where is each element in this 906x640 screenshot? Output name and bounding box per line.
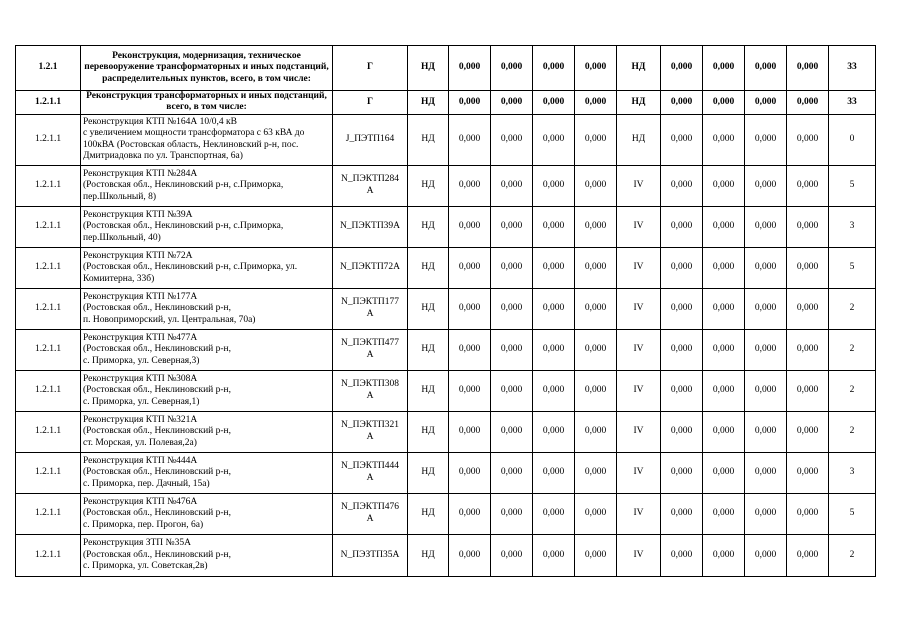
project-name-cell: Реконструкция КТП №444А (Ростовская обл., Неклиновский р-н, с. Приморка, пер. Дачный, 15а) (81, 452, 333, 493)
value-cell-6: 0,000 (491, 534, 533, 576)
value-cell-4: НД (408, 370, 449, 411)
value-cell-9: НД (617, 46, 661, 91)
project-name-cell: Реконструкция КТП №39А (Ростовская обл., Неклиновский р-н, с.Приморка, пер.Школьный, 40) (81, 206, 333, 247)
value-cell-11: 0,000 (703, 114, 745, 165)
value-cell-13: 0,000 (787, 288, 829, 329)
value-cell-4: НД (408, 534, 449, 576)
project-name-cell: Реконструкция, модернизация, техническое перевооружение трансформаторных и иных подстанций, распределительных пунктов, всего, в том числе: (81, 46, 333, 91)
value-cell-6: 0,000 (491, 370, 533, 411)
value-cell-5: 0,000 (449, 206, 491, 247)
project-code-cell: N_ПЭКТП308 А (333, 370, 408, 411)
value-cell-9: НД (617, 114, 661, 165)
value-cell-10: 0,000 (661, 329, 703, 370)
value-cell-4: НД (408, 206, 449, 247)
value-cell-12: 0,000 (745, 206, 787, 247)
value-cell-13: 0,000 (787, 114, 829, 165)
value-cell-8: 0,000 (575, 370, 617, 411)
value-cell-11: 0,000 (703, 534, 745, 576)
value-cell-12: 0,000 (745, 452, 787, 493)
project-code-cell: Г (333, 46, 408, 91)
value-cell-4: НД (408, 114, 449, 165)
project-name-cell: Реконструкция КТП №477А (Ростовская обл., Неклиновский р-н, с. Приморка, ул. Северная,3) (81, 329, 333, 370)
value-cell-6: 0,000 (491, 206, 533, 247)
project-code-cell: N_ПЭКТП477 А (333, 329, 408, 370)
project-code-cell: Г (333, 91, 408, 115)
project-code-cell: N_ПЭКТП177 А (333, 288, 408, 329)
value-cell-11: 0,000 (703, 493, 745, 534)
value-cell-14: 33 (829, 91, 876, 115)
value-cell-4: НД (408, 165, 449, 206)
table-row (16, 206, 876, 247)
value-cell-8: 0,000 (575, 288, 617, 329)
value-cell-10: 0,000 (661, 165, 703, 206)
value-cell-11: 0,000 (703, 411, 745, 452)
value-cell-14: 2 (829, 288, 876, 329)
value-cell-13: 0,000 (787, 493, 829, 534)
value-cell-9: IV (617, 206, 661, 247)
value-cell-10: 0,000 (661, 411, 703, 452)
project-code-cell: J_ПЭТП164 (333, 114, 408, 165)
project-name-cell: Реконструкция КТП №476А (Ростовская обл., Неклиновский р-н, с. Приморка, пер. Прогон, 6а) (81, 493, 333, 534)
value-cell-5: 0,000 (449, 493, 491, 534)
project-name-cell: Реконструкция трансформаторных и иных подстанций, всего, в том числе: (81, 91, 333, 115)
investment-program-table (15, 45, 876, 577)
project-code-cell: N_ПЭЗТП35А (333, 534, 408, 576)
value-cell-14: 2 (829, 411, 876, 452)
value-cell-5: 0,000 (449, 534, 491, 576)
value-cell-6: 0,000 (491, 452, 533, 493)
project-code-cell: N_ПЭКТП321 А (333, 411, 408, 452)
section-header-row (16, 91, 876, 115)
value-cell-10: 0,000 (661, 91, 703, 115)
value-cell-12: 0,000 (745, 411, 787, 452)
value-cell-7: 0,000 (533, 206, 575, 247)
value-cell-4: НД (408, 91, 449, 115)
value-cell-6: 0,000 (491, 46, 533, 91)
value-cell-12: 0,000 (745, 91, 787, 115)
value-cell-6: 0,000 (491, 411, 533, 452)
value-cell-10: 0,000 (661, 493, 703, 534)
value-cell-4: НД (408, 493, 449, 534)
project-name-cell: Реконструкция КТП №284А (Ростовская обл., Неклиновский р-н, с.Приморка, пер.Школьный, 8) (81, 165, 333, 206)
value-cell-9: IV (617, 288, 661, 329)
value-cell-8: 0,000 (575, 411, 617, 452)
row-number-cell: 1.2.1.1 (16, 288, 81, 329)
value-cell-14: 2 (829, 534, 876, 576)
value-cell-4: НД (408, 247, 449, 288)
project-name-cell: Реконструкция КТП №177А (Ростовская обл., Неклиновский р-н, п. Новоприморский, ул. Центральная, 70а) (81, 288, 333, 329)
value-cell-11: 0,000 (703, 91, 745, 115)
value-cell-11: 0,000 (703, 288, 745, 329)
value-cell-14: 2 (829, 329, 876, 370)
value-cell-11: 0,000 (703, 452, 745, 493)
value-cell-7: 0,000 (533, 493, 575, 534)
value-cell-8: 0,000 (575, 165, 617, 206)
table-row (16, 411, 876, 452)
value-cell-14: 3 (829, 206, 876, 247)
value-cell-14: 0 (829, 114, 876, 165)
value-cell-11: 0,000 (703, 206, 745, 247)
value-cell-9: IV (617, 534, 661, 576)
value-cell-9: НД (617, 91, 661, 115)
project-code-cell: N_ПЭКТП476 А (333, 493, 408, 534)
value-cell-7: 0,000 (533, 247, 575, 288)
value-cell-14: 2 (829, 370, 876, 411)
value-cell-9: IV (617, 493, 661, 534)
value-cell-6: 0,000 (491, 114, 533, 165)
value-cell-10: 0,000 (661, 114, 703, 165)
value-cell-5: 0,000 (449, 46, 491, 91)
value-cell-4: НД (408, 288, 449, 329)
value-cell-4: НД (408, 452, 449, 493)
table-row (16, 329, 876, 370)
value-cell-12: 0,000 (745, 288, 787, 329)
value-cell-13: 0,000 (787, 452, 829, 493)
value-cell-6: 0,000 (491, 247, 533, 288)
value-cell-4: НД (408, 46, 449, 91)
value-cell-7: 0,000 (533, 452, 575, 493)
value-cell-9: IV (617, 411, 661, 452)
row-number-cell: 1.2.1.1 (16, 452, 81, 493)
value-cell-12: 0,000 (745, 114, 787, 165)
value-cell-10: 0,000 (661, 247, 703, 288)
value-cell-13: 0,000 (787, 165, 829, 206)
value-cell-12: 0,000 (745, 370, 787, 411)
project-name-cell: Реконструкция КТП №321А (Ростовская обл., Неклиновский р-н, ст. Морская, ул. Полевая,2а) (81, 411, 333, 452)
value-cell-5: 0,000 (449, 247, 491, 288)
value-cell-5: 0,000 (449, 288, 491, 329)
value-cell-9: IV (617, 247, 661, 288)
value-cell-14: 3 (829, 452, 876, 493)
value-cell-6: 0,000 (491, 329, 533, 370)
value-cell-11: 0,000 (703, 370, 745, 411)
value-cell-4: НД (408, 329, 449, 370)
value-cell-13: 0,000 (787, 91, 829, 115)
value-cell-5: 0,000 (449, 411, 491, 452)
row-number-cell: 1.2.1.1 (16, 370, 81, 411)
table-row (16, 534, 876, 576)
row-number-cell: 1.2.1.1 (16, 165, 81, 206)
value-cell-8: 0,000 (575, 493, 617, 534)
value-cell-13: 0,000 (787, 329, 829, 370)
value-cell-14: 5 (829, 165, 876, 206)
value-cell-13: 0,000 (787, 370, 829, 411)
value-cell-7: 0,000 (533, 165, 575, 206)
row-number-cell: 1.2.1.1 (16, 329, 81, 370)
value-cell-12: 0,000 (745, 46, 787, 91)
value-cell-7: 0,000 (533, 370, 575, 411)
value-cell-9: IV (617, 329, 661, 370)
value-cell-4: НД (408, 411, 449, 452)
value-cell-6: 0,000 (491, 165, 533, 206)
value-cell-5: 0,000 (449, 114, 491, 165)
value-cell-5: 0,000 (449, 370, 491, 411)
value-cell-11: 0,000 (703, 329, 745, 370)
value-cell-8: 0,000 (575, 452, 617, 493)
value-cell-5: 0,000 (449, 452, 491, 493)
value-cell-11: 0,000 (703, 46, 745, 91)
value-cell-8: 0,000 (575, 114, 617, 165)
value-cell-8: 0,000 (575, 534, 617, 576)
value-cell-10: 0,000 (661, 288, 703, 329)
value-cell-12: 0,000 (745, 247, 787, 288)
value-cell-9: IV (617, 370, 661, 411)
value-cell-14: 33 (829, 46, 876, 91)
table-body (16, 46, 876, 577)
value-cell-9: IV (617, 452, 661, 493)
value-cell-12: 0,000 (745, 534, 787, 576)
value-cell-5: 0,000 (449, 91, 491, 115)
table-row (16, 247, 876, 288)
row-number-cell: 1.2.1.1 (16, 114, 81, 165)
value-cell-14: 5 (829, 493, 876, 534)
value-cell-13: 0,000 (787, 206, 829, 247)
value-cell-7: 0,000 (533, 534, 575, 576)
table-row (16, 452, 876, 493)
value-cell-7: 0,000 (533, 329, 575, 370)
value-cell-9: IV (617, 165, 661, 206)
value-cell-10: 0,000 (661, 46, 703, 91)
value-cell-12: 0,000 (745, 493, 787, 534)
value-cell-10: 0,000 (661, 206, 703, 247)
value-cell-7: 0,000 (533, 114, 575, 165)
value-cell-7: 0,000 (533, 46, 575, 91)
project-name-cell: Реконструкция ЗТП №35А (Ростовская обл., Неклиновский р-н, с. Приморка, ул. Советская,2в) (81, 534, 333, 576)
value-cell-8: 0,000 (575, 329, 617, 370)
project-code-cell: N_ПЭКТП284 А (333, 165, 408, 206)
row-number-cell: 1.2.1.1 (16, 493, 81, 534)
row-number-cell: 1.2.1.1 (16, 247, 81, 288)
value-cell-12: 0,000 (745, 329, 787, 370)
row-number-cell: 1.2.1 (16, 46, 81, 91)
value-cell-8: 0,000 (575, 206, 617, 247)
value-cell-10: 0,000 (661, 452, 703, 493)
value-cell-5: 0,000 (449, 165, 491, 206)
section-header-row (16, 46, 876, 91)
project-code-cell: N_ПЭКТП39А (333, 206, 408, 247)
value-cell-8: 0,000 (575, 46, 617, 91)
row-number-cell: 1.2.1.1 (16, 411, 81, 452)
table-row (16, 288, 876, 329)
project-name-cell: Реконструкция КТП №308А (Ростовская обл., Неклиновский р-н, с. Приморка, ул. Северная,1) (81, 370, 333, 411)
table-row (16, 165, 876, 206)
value-cell-12: 0,000 (745, 165, 787, 206)
value-cell-13: 0,000 (787, 247, 829, 288)
value-cell-11: 0,000 (703, 247, 745, 288)
project-name-cell: Реконструкция КТП №164А 10/0,4 кВ с увеличением мощности трансформатора с 63 кВА до 100кВА (Ростовская область, Неклиновский р-н, пос. Дмитриадовка по ул. Транспортная, 6а) (81, 114, 333, 165)
value-cell-13: 0,000 (787, 534, 829, 576)
value-cell-14: 5 (829, 247, 876, 288)
row-number-cell: 1.2.1.1 (16, 206, 81, 247)
row-number-cell: 1.2.1.1 (16, 534, 81, 576)
value-cell-13: 0,000 (787, 46, 829, 91)
value-cell-8: 0,000 (575, 91, 617, 115)
table-row (16, 493, 876, 534)
value-cell-7: 0,000 (533, 411, 575, 452)
project-code-cell: N_ПЭКТП444 А (333, 452, 408, 493)
value-cell-6: 0,000 (491, 493, 533, 534)
value-cell-6: 0,000 (491, 91, 533, 115)
value-cell-8: 0,000 (575, 247, 617, 288)
table-row (16, 370, 876, 411)
value-cell-6: 0,000 (491, 288, 533, 329)
value-cell-7: 0,000 (533, 288, 575, 329)
value-cell-7: 0,000 (533, 91, 575, 115)
table-row (16, 114, 876, 165)
value-cell-10: 0,000 (661, 370, 703, 411)
value-cell-10: 0,000 (661, 534, 703, 576)
project-name-cell: Реконструкция КТП №72А (Ростовская обл., Неклиновский р-н, с.Приморка, ул. Комиитерна, 33б) (81, 247, 333, 288)
value-cell-5: 0,000 (449, 329, 491, 370)
project-code-cell: N_ПЭКТП72А (333, 247, 408, 288)
row-number-cell: 1.2.1.1 (16, 91, 81, 115)
value-cell-13: 0,000 (787, 411, 829, 452)
value-cell-11: 0,000 (703, 165, 745, 206)
